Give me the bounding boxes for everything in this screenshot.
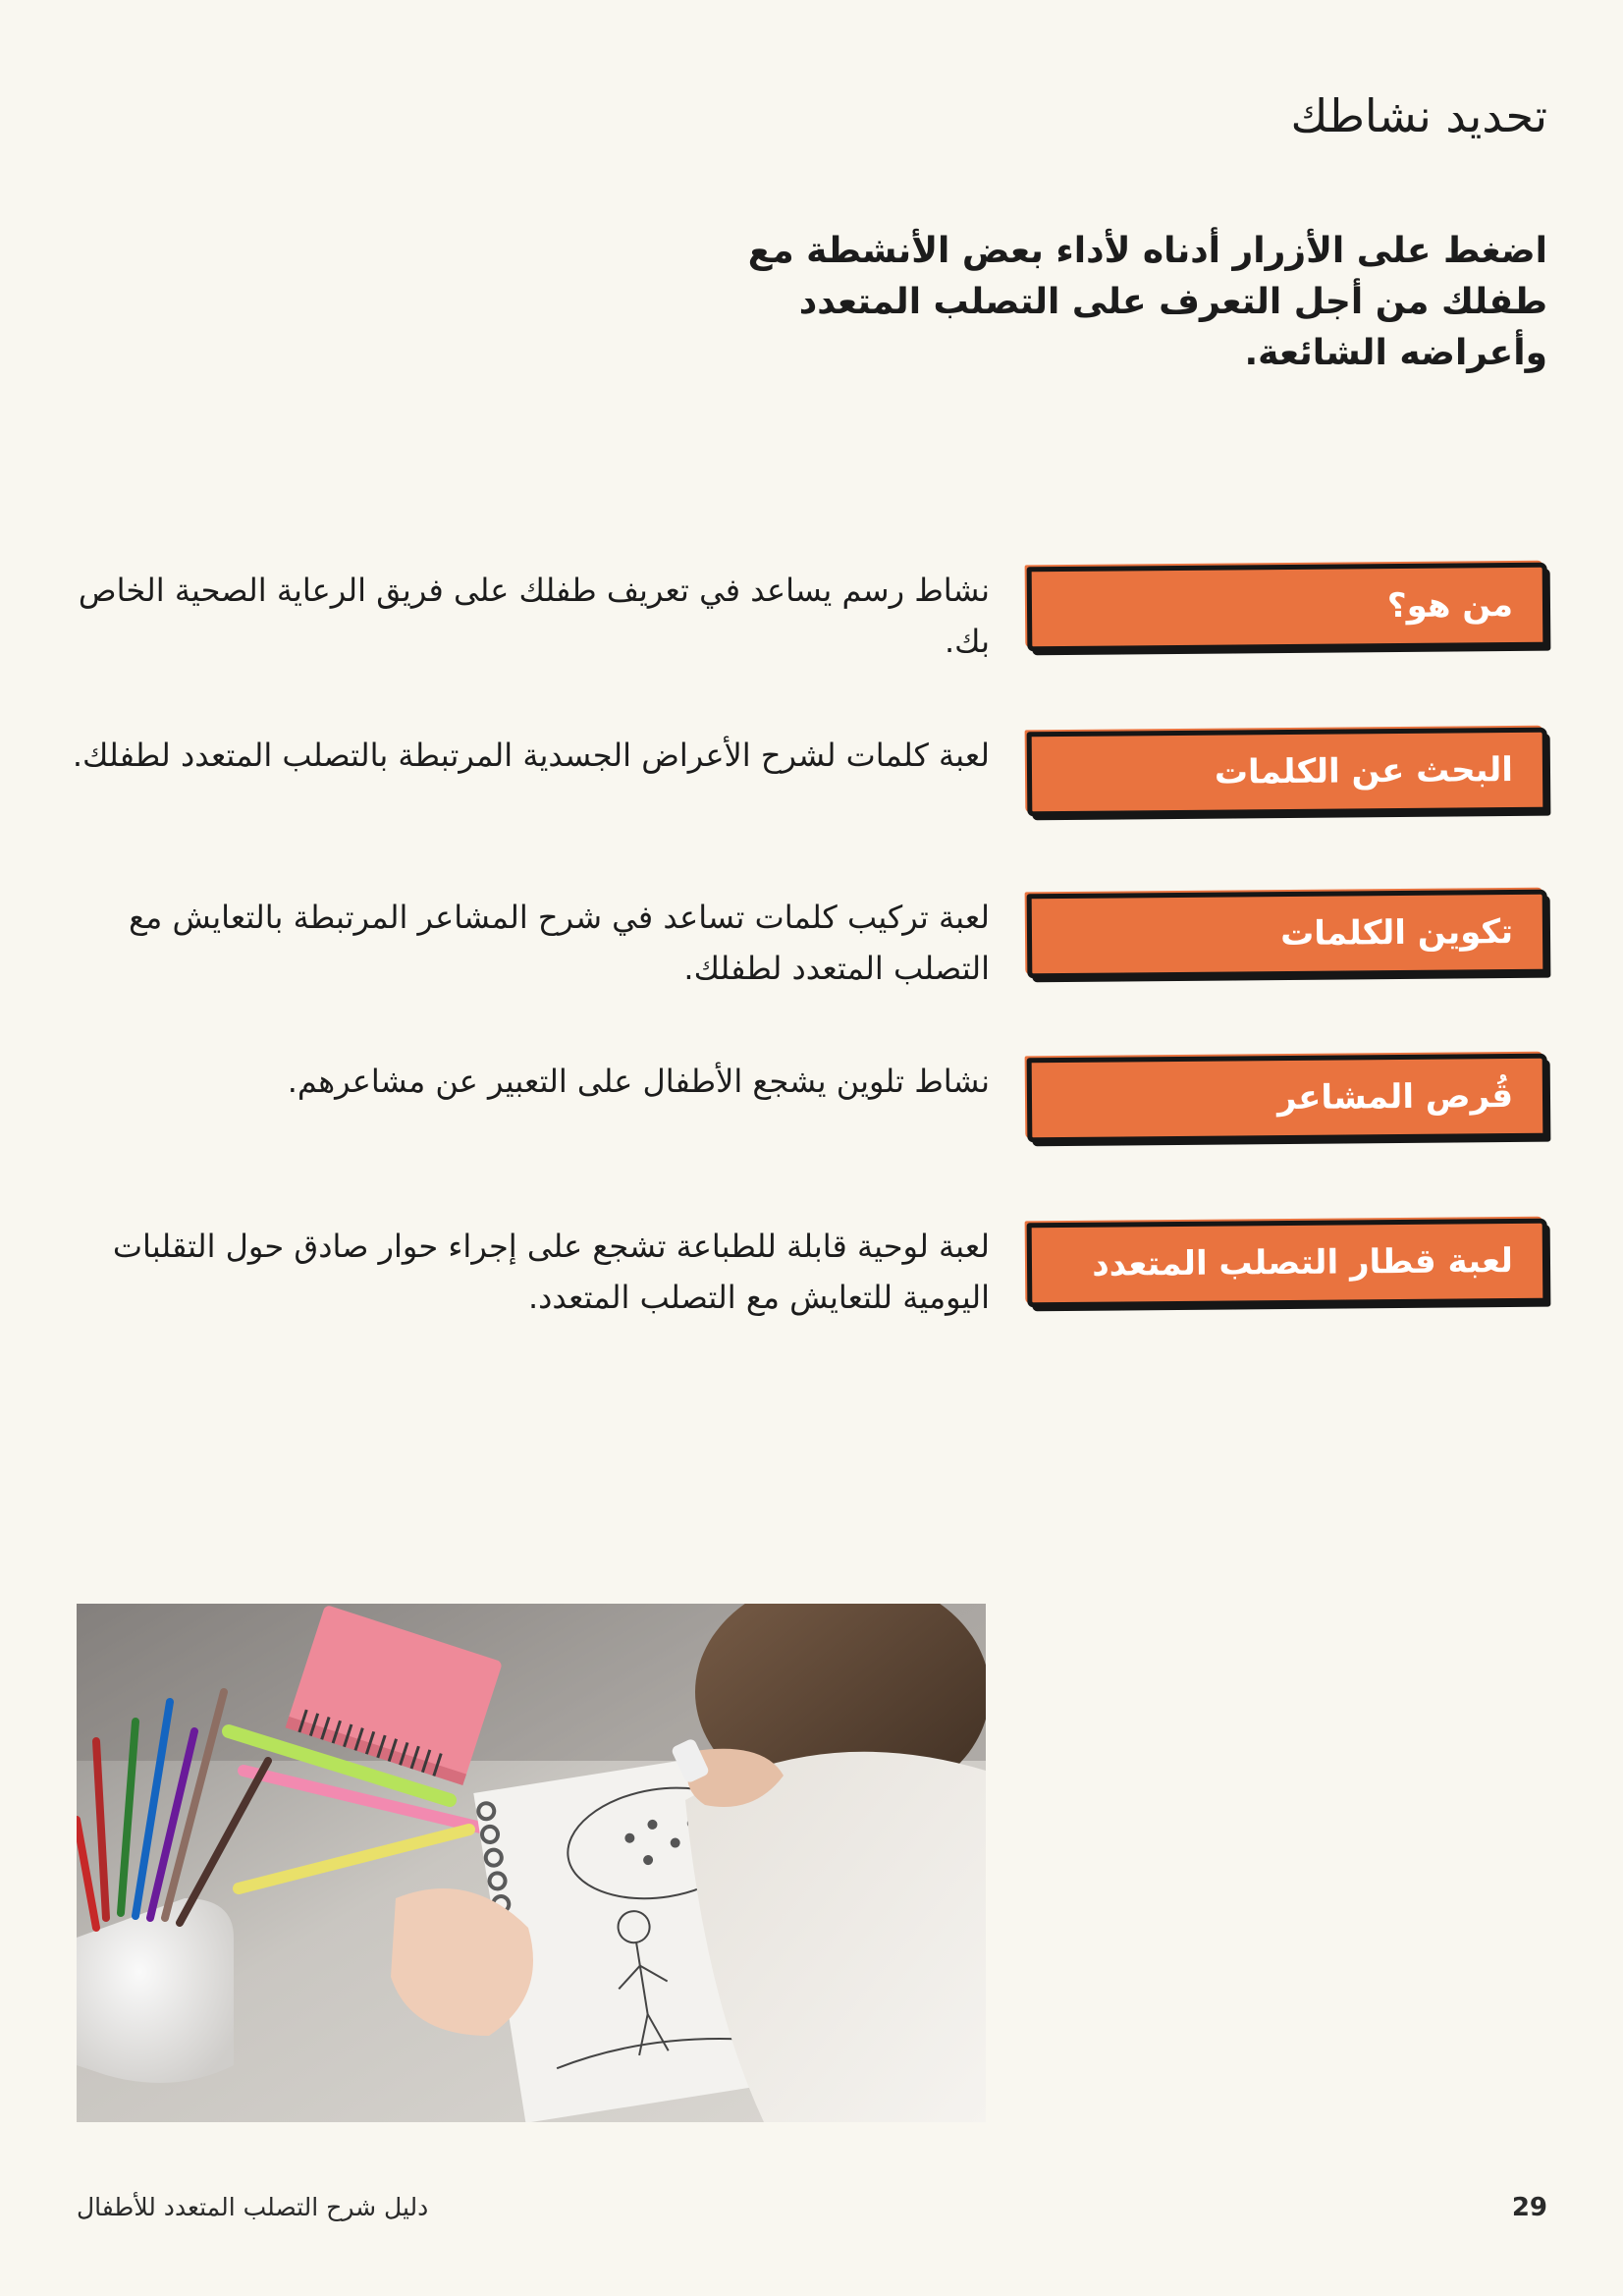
button-label: من هو؟ bbox=[1386, 584, 1514, 627]
activity-row-who bbox=[35, 565, 1547, 702]
footer-title: دليل شرح التصلب المتعدد للأطفال bbox=[77, 2193, 429, 2221]
activity-description: لعبة كلمات لشرح الأعراض الجسدية المرتبطة بالتصلب المتعدد لطفلك. bbox=[72, 737, 990, 774]
page-number: 29 bbox=[1511, 2193, 1547, 2222]
child-drawing-photo bbox=[77, 1604, 986, 2122]
activity-description: نشاط تلوين يشجع الأطفال على التعبير عن مشاعرهم. bbox=[287, 1063, 990, 1100]
feelings-wheel-button[interactable] bbox=[1027, 1054, 1548, 1143]
button-label: لعبة قطار التصلب المتعدد bbox=[1092, 1240, 1514, 1285]
button-label: قُرص المشاعر bbox=[1276, 1075, 1514, 1119]
activity-description: نشاط رسم يساعد في تعريف طفلك على فريق الرعاية الصحية الخاص بك. bbox=[78, 572, 990, 660]
activity-row-word-search bbox=[35, 730, 1547, 867]
page-title: تحديد نشاطك bbox=[1290, 89, 1547, 142]
activity-row-word-building bbox=[35, 892, 1547, 1029]
intro-text: اضغط على الأزرار أدناه لأداء بعض الأنشطة مع طفلك من أجل التعرف على التصلب المتعدد وأعراضه الشائعة. bbox=[747, 231, 1547, 373]
word-search-button[interactable] bbox=[1027, 728, 1548, 817]
button-label: تكوين الكلمات bbox=[1279, 911, 1514, 955]
activity-row-feelings-wheel bbox=[35, 1056, 1547, 1193]
activity-description: لعبة لوحية قابلة للطباعة تشجع على إجراء حوار صادق حول التقلبات اليومية للتعايش مع التصلب المتعدد. bbox=[112, 1228, 990, 1316]
ms-train-game-button[interactable] bbox=[1027, 1219, 1548, 1308]
button-label: البحث عن الكلمات bbox=[1214, 749, 1514, 793]
word-building-button[interactable] bbox=[1027, 890, 1548, 979]
child-drawing-illustration bbox=[77, 1604, 986, 2122]
activity-row-ms-train-game bbox=[35, 1221, 1547, 1358]
activity-description: لعبة تركيب كلمات تساعد في شرح المشاعر المرتبطة بالتعايش مع التصلب المتعدد لطفلك. bbox=[129, 899, 990, 987]
who-is-it-button[interactable] bbox=[1027, 563, 1548, 652]
